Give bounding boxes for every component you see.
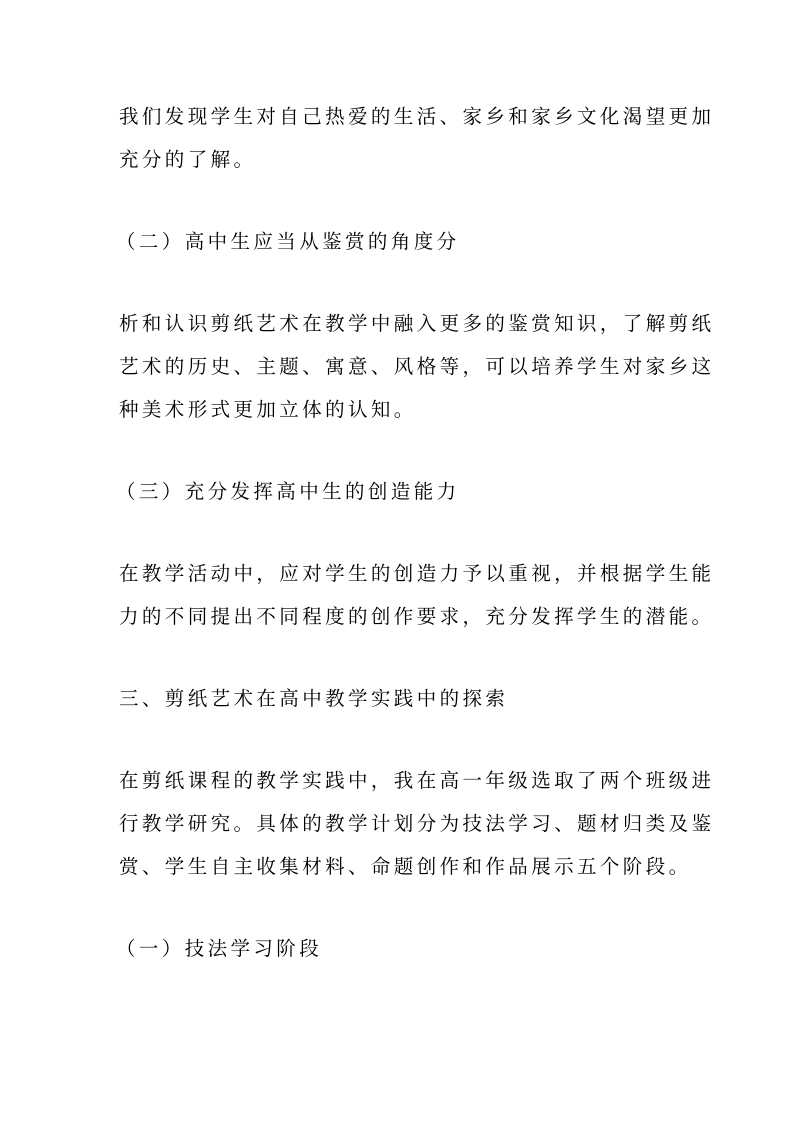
heading-line: （一）技法学习阶段 — [116, 937, 323, 960]
heading-line: （二）高中生应当从鉴赏的角度分 — [116, 230, 460, 253]
text-line: 种美术形式更加立体的认知。 — [119, 398, 417, 421]
text-line: 力的不同提出不同程度的创作要求，充分发挥学生的潜能。 — [119, 605, 715, 628]
text-line: 在剪纸课程的教学实践中，我在高一年级选取了两个班级进 — [119, 769, 715, 792]
heading-line: 三、剪纸艺术在高中教学实践中的探索 — [119, 687, 509, 710]
text-line: 我们发现学生对自己热爱的生活、家乡和家乡文化渴望更加 — [119, 105, 715, 128]
text-line: 充分的了解。 — [119, 148, 257, 171]
text-line: 行教学研究。具体的教学计划分为技法学习、题材归类及鉴 — [119, 812, 715, 835]
text-line: 析和认识剪纸艺术在教学中融入更多的鉴赏知识，了解剪纸 — [119, 312, 715, 335]
heading-line: （三）充分发挥高中生的创造能力 — [116, 480, 460, 503]
text-line: 艺术的历史、主题、寓意、风格等，可以培养学生对家乡这 — [119, 355, 715, 378]
text-line: 在教学活动中，应对学生的创造力予以重视，并根据学生能 — [119, 562, 715, 585]
text-line: 赏、学生自主收集材料、命题创作和作品展示五个阶段。 — [119, 855, 692, 878]
